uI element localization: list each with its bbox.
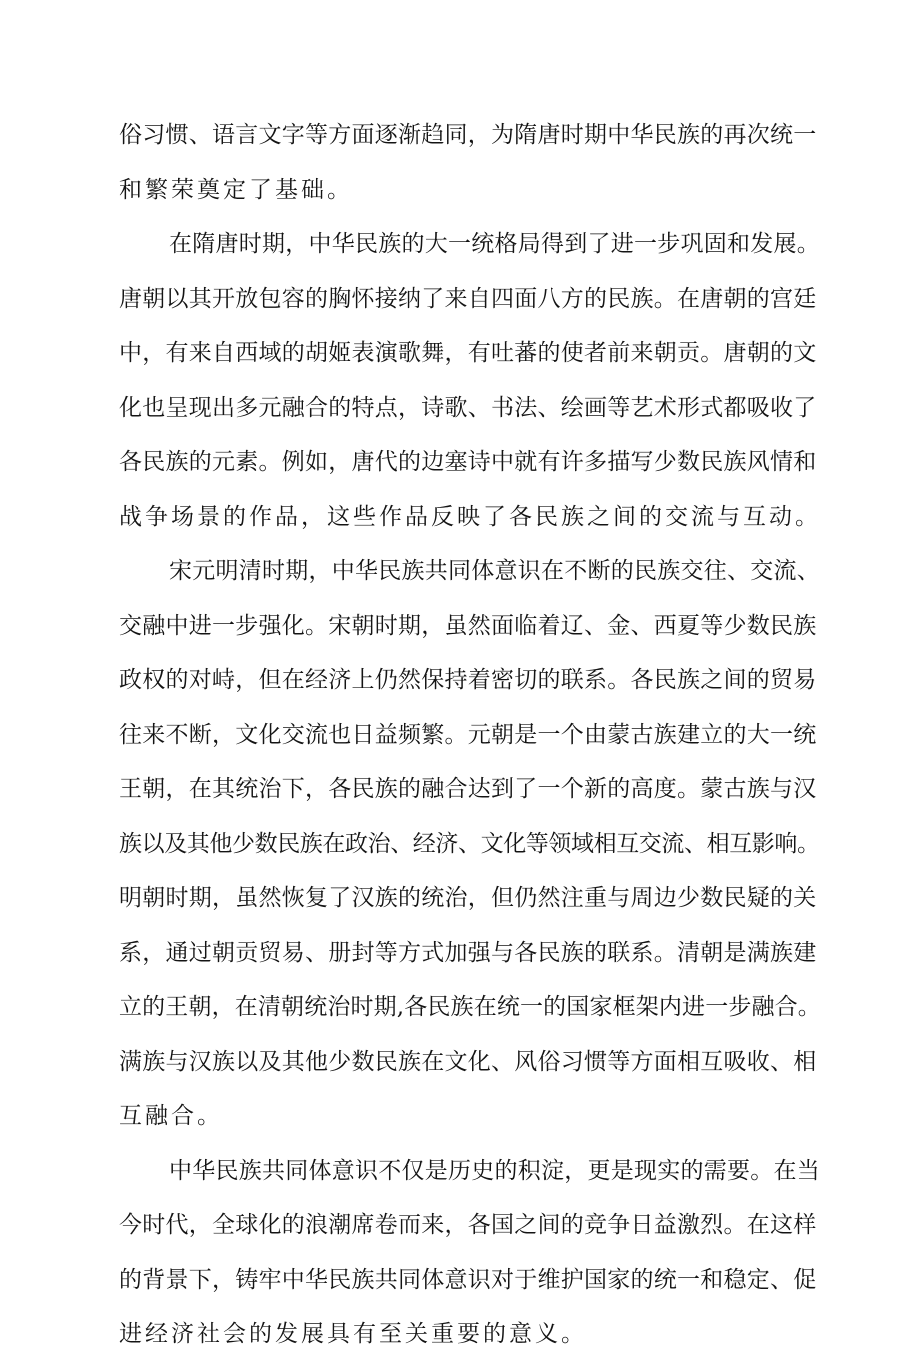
text-line: 战争场景的作品，这些作品反映了各民族之间的交流与互动。 bbox=[119, 503, 821, 530]
text-line: 各民族的元素。例如，唐代的边塞诗中就有许多描写少数民族风情和 bbox=[119, 449, 817, 475]
text-line: 系，通过朝贡贸易、册封等方式加强与各民族的联系。清朝是满族建 bbox=[119, 939, 817, 966]
text-line: 宋元明清时期，中华民族共同体意识在不断的民族交往、交流、 bbox=[169, 558, 820, 584]
text-line: 进经济社会的发展具有至关重要的意义。 bbox=[119, 1321, 587, 1347]
text-line: 中华民族共同体意识不仅是历史的积淀，更是现实的需要。在当 bbox=[169, 1157, 820, 1184]
text-line: 明朝时期，虽然恢复了汉族的统治，但仍然注重与周边少数民疑的关 bbox=[119, 885, 817, 911]
text-line: 的背景下，铸牢中华民族共同体意识对于维护国家的统一和稳定、促 bbox=[119, 1266, 817, 1293]
text-line: 今时代，全球化的浪潮席卷而来，各国之间的竞争日益激烈。在这样 bbox=[119, 1212, 817, 1238]
text-line: 满族与汉族以及其他少数民族在文化、风俗习惯等方面相互吸收、相 bbox=[119, 1048, 817, 1075]
text-line: 族以及其他少数民族在政治、经济、文化等领域相互交流、相互影响。 bbox=[119, 830, 820, 857]
text-line: 俗习惯、语言文字等方面逐渐趋同，为隋唐时期中华民族的再次统一 bbox=[119, 122, 817, 148]
text-line: 往来不断，文化交流也日益频繁。元朝是一个由蒙古族建立的大一统 bbox=[119, 721, 817, 748]
text-line: 交融中进一步强化。宋朝时期，虽然面临着辽、金、西夏等少数民族 bbox=[119, 612, 817, 639]
document-body bbox=[119, 108, 821, 1362]
text-line: 互融合。 bbox=[119, 1103, 223, 1129]
text-line: 王朝，在其统治下，各民族的融合达到了一个新的高度。蒙古族与汉 bbox=[119, 776, 817, 802]
text-line: 立的王朝，在清朝统治时期,各民族在统一的国家框架内进一步融合。 bbox=[119, 994, 821, 1020]
text-line: 政权的对峙，但在经济上仍然保持着密切的联系。各民族之间的贸易 bbox=[119, 667, 817, 693]
text-line: 中，有来自西域的胡姬表演歌舞，有吐蕃的使者前来朝贡。唐朝的文 bbox=[119, 340, 817, 366]
text-line: 唐朝以其开放包容的胸怀接纳了来自四面八方的民族。在唐朝的宫廷 bbox=[119, 285, 817, 312]
text-line: 化也呈现出多元融合的特点，诗歌、书法、绘画等艺术形式都吸收了 bbox=[119, 394, 817, 421]
text-line: 在隋唐时期，中华民族的大一统格局得到了进一步巩固和发展。 bbox=[169, 231, 820, 257]
text-line: 和繁荣奠定了基础。 bbox=[119, 176, 353, 203]
